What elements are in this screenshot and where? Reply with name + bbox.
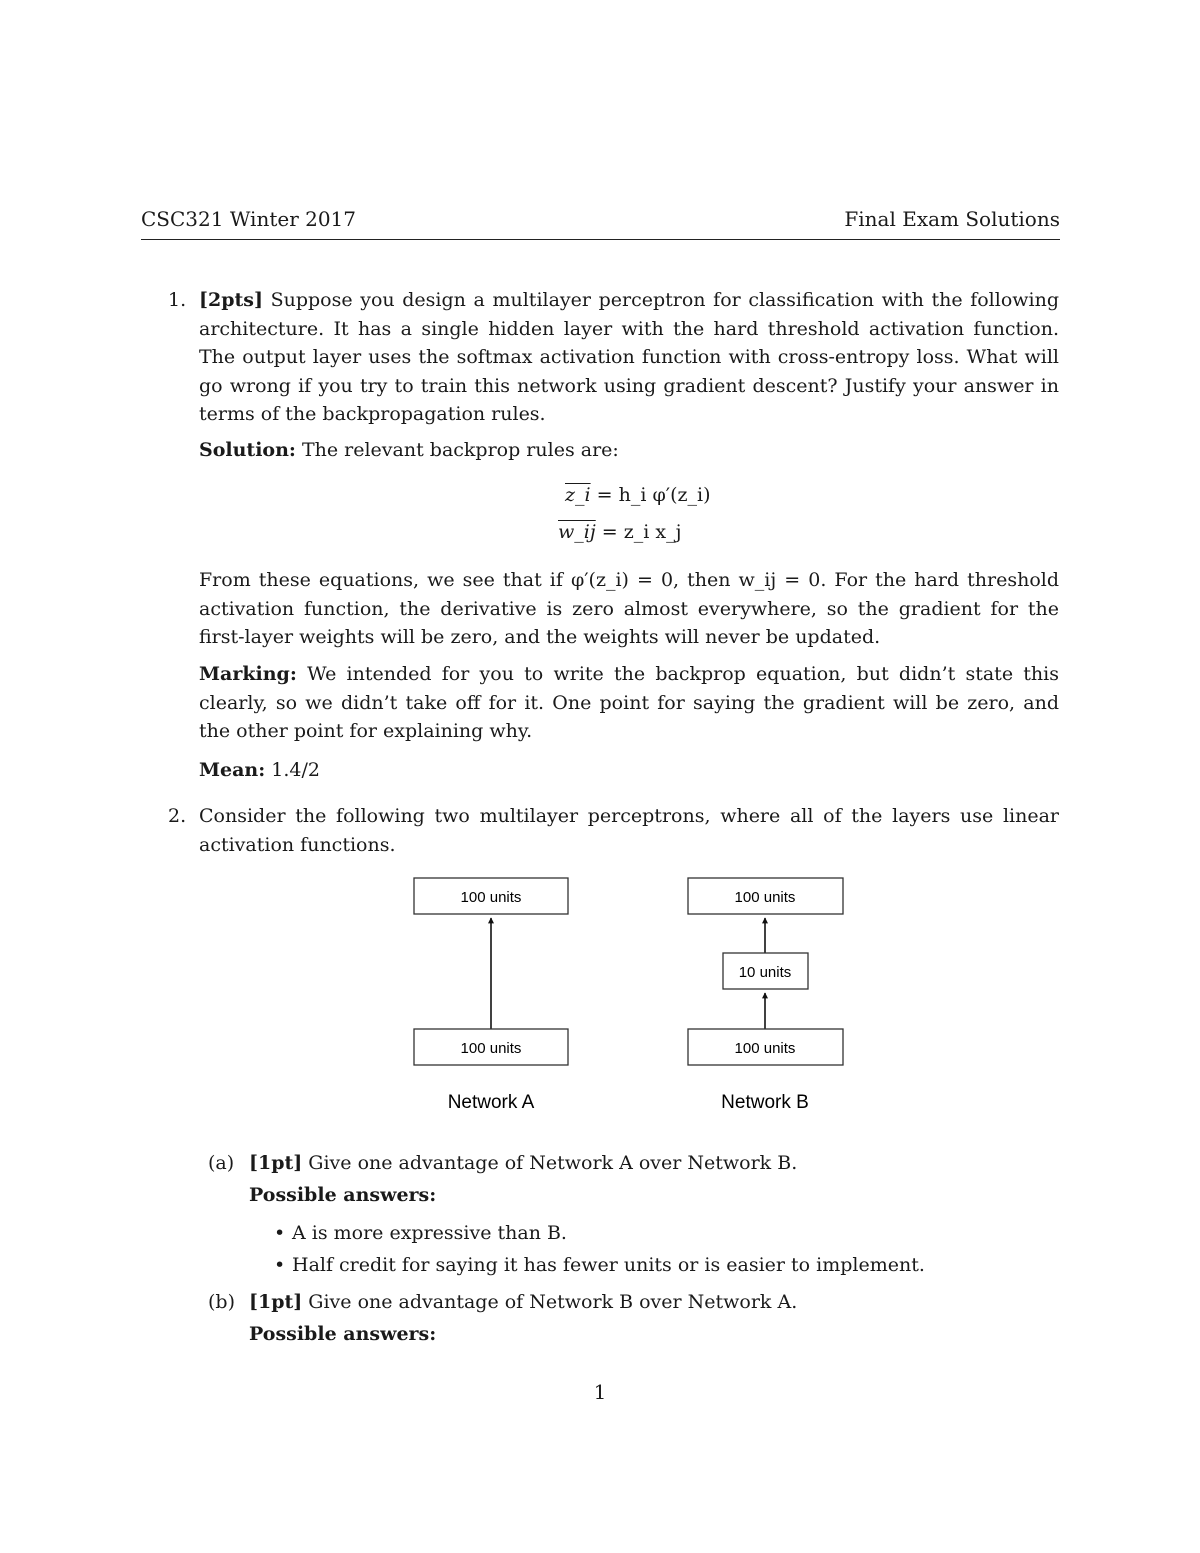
network-a-caption: Network A [447, 1092, 535, 1113]
network-a-top-label: 100 units [460, 889, 522, 906]
q2a-prompt [249, 1149, 1059, 1178]
q2b-prompt [249, 1288, 1059, 1317]
q2b-text: Give one advantage of Network B over Network A. [302, 1291, 798, 1313]
network-b-top-label: 100 units [734, 889, 796, 906]
network-a-bottom-label: 100 units [460, 1040, 522, 1057]
q2-number: 2. [168, 805, 187, 827]
q1-number: 1. [168, 289, 187, 311]
network-b-middle-label: 10 units [738, 964, 792, 981]
course-title: CSC321 Winter 2017 [141, 207, 357, 231]
q2b-answers-label: Possible answers: [249, 1323, 437, 1345]
document-title: Final Exam Solutions [844, 207, 1060, 231]
page-number: 1 [593, 1380, 607, 1404]
q2-prompt: Consider the following two multilayer perceptrons, where all of the layers use linear activation functions. [199, 805, 1059, 856]
eq1-rhs: = h_i φ′(z_i) [596, 484, 711, 506]
q1-solution-text: The relevant backprop rules are: [295, 439, 619, 461]
q2a-points: [1pt] [249, 1152, 303, 1174]
network-a [414, 878, 568, 1113]
q2a-answers [249, 1219, 1059, 1282]
network-b-caption: Network B [721, 1092, 809, 1113]
network-b-bottom-label: 100 units [734, 1040, 796, 1057]
eq2-rhs: = z_i x_j [601, 521, 682, 543]
list-item: • A is more expressive than B. [249, 1219, 1059, 1248]
q1-text: Suppose you design a multilayer perceptron for classification with the following architecture. It has a single hidden layer with the hard threshold activation function. The output layer uses the softmax activation function with cross-entropy loss. What will go wrong if you try to train this network using gradient descent? Justify your answer in terms of the backpropagation rules. [199, 289, 1059, 425]
q1-marking-label: Marking: [199, 663, 297, 685]
q2a-answers-label: Possible answers: [249, 1184, 437, 1206]
q2a-text: Give one advantage of Network A over Network B. [302, 1152, 798, 1174]
q2a-label: (a) [208, 1152, 235, 1174]
q2b-points: [1pt] [249, 1291, 303, 1313]
q1-mean-label: Mean: [199, 759, 266, 781]
network-b [688, 878, 843, 1113]
q1-marking-text: We intended for you to write the backprop equation, but didn’t state this clearly, so we didn’t take off for it. One point for saying the gradient will be zero, and the other point for explaining why. [199, 663, 1059, 742]
eq1-lhs: z_i [565, 484, 591, 506]
q1-explanation: From these equations, we see that if φ′(z_i) = 0, then w_ij = 0. For the hard threshold activation function, the derivative is zero almost everywhere, so the gradient for the first-layer weights will be zero, and the weights will never be updated. [199, 569, 1059, 648]
q2b-label: (b) [208, 1291, 235, 1313]
q1-mean-value: 1.4/2 [265, 759, 321, 781]
list-item: • Half credit for saying it has fewer units or is easier to implement. [249, 1251, 1059, 1280]
q1-solution-label: Solution: [199, 439, 296, 461]
q1-points: [2pts] [199, 289, 263, 311]
eq2-lhs: w_ij [558, 521, 596, 543]
